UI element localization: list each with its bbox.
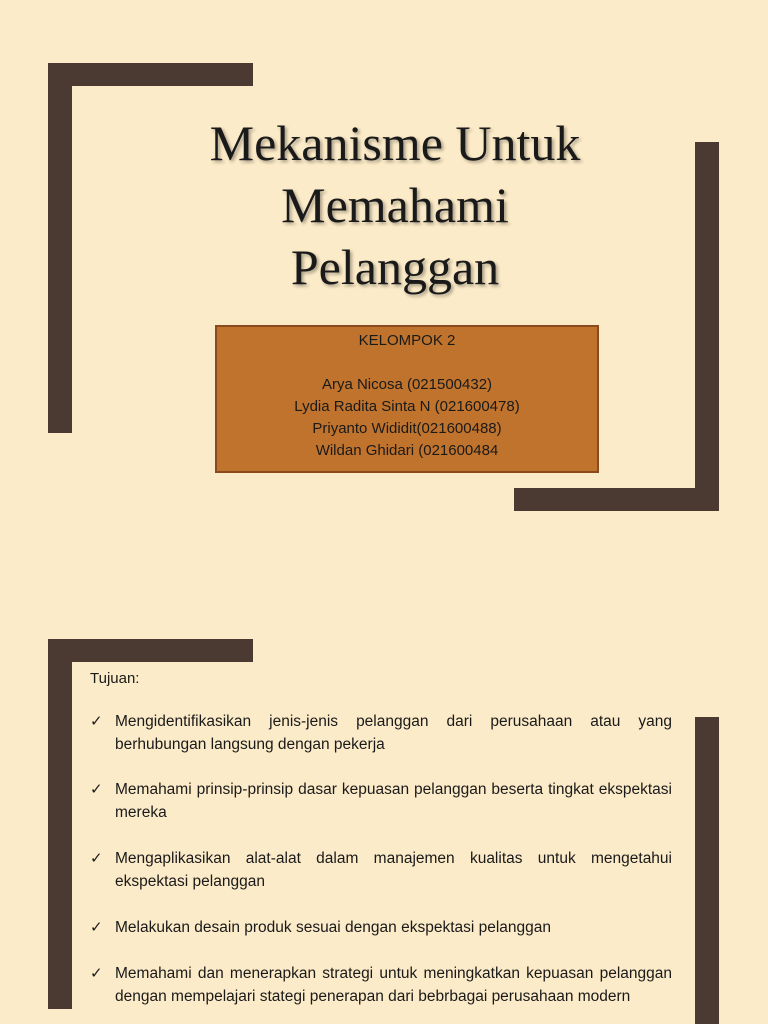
list-item [90, 710, 672, 756]
group-members-box [215, 325, 599, 473]
list-item [90, 847, 672, 893]
member-3: Priyanto Wididit(021600488) [312, 420, 502, 437]
frame-bottom-right-vertical [695, 142, 719, 511]
frame-bottom-right-horizontal [514, 488, 719, 511]
member-1: Arya Nicosa (021500432) [321, 376, 493, 393]
objective-text: Memahami dan menerapkan strategi untuk meningkatkan kepuasan pelanggan dengan mempelajari stategi penerapan dari bebrbagai perusahaan modern [115, 965, 672, 1005]
member-2: Lydia Radita Sinta N (021600478) [294, 398, 520, 415]
check-icon: ✓ [90, 712, 103, 730]
group-label: KELOMPOK 2 [358, 332, 456, 349]
objectives-list [90, 710, 672, 1008]
check-icon: ✓ [90, 780, 103, 798]
frame-top-left-horizontal [48, 63, 253, 86]
slide-title [100, 112, 690, 298]
list-item [90, 778, 672, 824]
objective-text: Mengidentifikasikan jenis-jenis pelanggan dari perusahaan atau yang berhubungan langsung dengan pekerja [115, 713, 672, 753]
title-line-2: Memahami [281, 177, 509, 233]
objective-text: Melakukan desain produk sesuai dengan ekspektasi pelanggan [115, 919, 552, 936]
frame-top-left-horizontal [48, 639, 253, 662]
check-icon: ✓ [90, 849, 103, 867]
objectives-heading: Tujuan: [90, 670, 140, 687]
objective-text: Memahami prinsip-prinsip dasar kepuasan pelanggan beserta tingkat ekspektasi mereka [115, 781, 672, 821]
check-icon: ✓ [90, 964, 103, 982]
list-item [90, 916, 672, 939]
list-item [90, 962, 672, 1008]
check-icon: ✓ [90, 918, 103, 936]
objective-text: Mengaplikasikan alat-alat dalam manajemen kualitas untuk mengetahui ekspektasi pelanggan [115, 850, 672, 890]
objectives-slide [0, 600, 768, 1024]
frame-top-left-vertical [48, 63, 72, 433]
member-4: Wildan Ghidari (021600484 [315, 442, 499, 459]
title-line-3: Pelanggan [290, 239, 500, 295]
title-line-1: Mekanisme Untuk [209, 115, 581, 171]
frame-top-left-vertical [48, 639, 72, 1009]
frame-right-vertical [695, 717, 719, 1024]
